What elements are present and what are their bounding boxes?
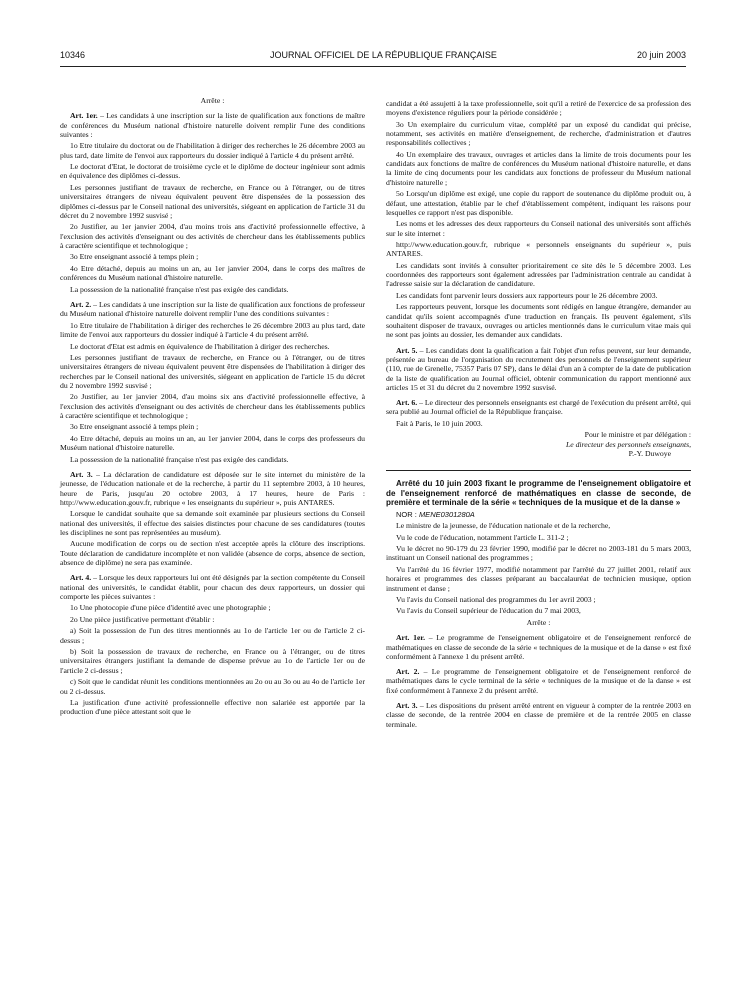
paragraph-text: Vu l'arrêté du 16 février 1977, modifié notamment par l'arrêté du 27 juillet 2001, relatif aux horaires et programmes des classes préparant au baccalauréat de technicien musique, option instrument et danse ;	[386, 564, 691, 593]
paragraph-text: 1o Une photocopie d'une pièce d'identité avec une photographie ;	[70, 603, 271, 613]
text-paragraph	[60, 183, 365, 220]
text-paragraph	[386, 120, 691, 148]
paragraph-text: Vu l'avis du Conseil supérieur de l'éducation du 7 mai 2003,	[396, 606, 581, 616]
paragraph-text: – Les candidats à une inscription sur la liste de qualification aux fonctions de maître de conférences du Muséum national d'histoire naturelle doivent remplir l'une des conditions suivantes :	[60, 111, 365, 139]
page-number: 10346	[60, 50, 86, 60]
preamble-paragraph	[386, 521, 691, 530]
paragraph-text: Les candidats font parvenir leurs dossiers aux rapporteurs pour le 26 décembre 2003.	[396, 290, 658, 300]
article-number: Art. 1er.	[70, 111, 98, 121]
text-paragraph	[60, 141, 365, 160]
paragraph-text: 4o Un exemplaire des travaux, ouvrages et articles dans la limite de trois documents pour les candidats aux fonctions de maître de conférences du Muséum national d'histoire naturelle, et dans la limite de cinq documents pour les candidats aux fonctions de professeur du Muséum national d'histoire naturelle ;	[386, 149, 691, 187]
decree-title: Arrêté du 10 juin 2003 fixant le programme de l'enseignement obligatoire et de l'enseignement renforcé de mathématiques en classe de seconde, de première et terminale de la série « techniques de la musique et de la danse »	[386, 479, 691, 508]
text-paragraph	[386, 419, 691, 428]
text-paragraph	[60, 677, 365, 696]
paragraph-text: Lorsque le candidat souhaite que sa demande soit examinée par plusieurs sections du Conseil national des universités, il effectue des saisies distinctes pour chacune de ses candidatures (toutes les disciplines ne sont pas représentées au muséum).	[60, 509, 365, 537]
article-paragraph	[60, 111, 365, 139]
paragraph-text: La possession de la nationalité française n'est pas exigée des candidats.	[70, 454, 289, 464]
paragraph-text: Vu le code de l'éducation, notamment l'article L. 311-2 ;	[396, 532, 569, 542]
text-paragraph	[60, 434, 365, 453]
paragraph-text: 2o Justifier, au 1er janvier 2004, d'au moins trois ans d'activité professionnelle effective, à l'exclusion des activités d'enseignant ou des activités de chercheur dans les établissements publics à caractère scientifique et technologique ;	[60, 222, 365, 250]
paragraph-text: 2o Justifier, au 1er janvier 2004, d'au moins six ans d'activité professionnelle effective, à l'exclusion des activités d'enseignant ou des activités de chercheur dans les établissements publics à caractère scientifique et technologique ;	[60, 392, 365, 420]
right-paragraphs	[386, 99, 691, 428]
paragraph-text: Le ministre de la jeunesse, de l'éducation nationale et de la recherche,	[396, 521, 611, 531]
article-paragraph	[386, 667, 691, 695]
decree-articles	[386, 633, 691, 729]
paragraph-text: 1o Etre titulaire de l'habilitation à diriger des recherches le 26 décembre 2003 au plus tard, date limite de l'envoi aux rapporteurs du dossier indiqué à l'article 4 du présent arrêté.	[60, 320, 365, 340]
text-paragraph	[60, 252, 365, 261]
paragraph-text: Fait à Paris, le 10 juin 2003.	[396, 418, 483, 428]
signature-line-2: Le directeur des personnels enseignants,	[565, 439, 691, 449]
left-paragraphs	[60, 111, 365, 716]
text-paragraph	[386, 291, 691, 300]
signature-line-1: Pour le ministre et par délégation :	[584, 430, 691, 440]
text-paragraph	[386, 261, 691, 289]
text-paragraph	[60, 321, 365, 340]
paragraph-text: b) Soit la possession de travaux de recherche, en France ou à l'étranger, ou de titres universitaires étrangers justifiant la demande de dispense prévue au 1o de l'article 1er ou de l'article 2 ci-dessus ;	[60, 647, 365, 675]
paragraph-text: Les candidats sont invités à consulter prioritairement ce site dès le 5 décembre 2003. Les coordonnées des rapporteurs sont également adressées par l'administration centrale au candidat à l'adresse saisie sur la déclaration de candidature.	[386, 260, 691, 289]
text-paragraph	[60, 603, 365, 612]
text-paragraph	[60, 342, 365, 351]
text-paragraph	[60, 455, 365, 464]
text-paragraph	[386, 302, 691, 339]
paragraph-text: – Lorsque les deux rapporteurs lui ont été désignés par la section compétente du Conseil national des universités, le candidat établit, pour chacun des deux rapporteurs, un dossier qui comporte les pièces suivantes :	[60, 573, 365, 601]
text-paragraph	[60, 626, 365, 645]
text-paragraph	[60, 539, 365, 567]
paragraph-text: candidat a été assujetti à la taxe professionnelle, soit qu'il a retiré de l'exercice de sa profession des moyens d'existence réguliers pour la période considérée ;	[386, 99, 691, 118]
right-column	[386, 99, 691, 731]
text-paragraph	[386, 99, 691, 118]
journal-title: JOURNAL OFFICIEL DE LA RÉPUBLIQUE FRANÇAISE	[270, 50, 497, 60]
paragraph-text: a) Soit la possession de l'un des titres mentionnés au 1o de l'article 1er ou de l'article 2 ci-dessus ;	[60, 626, 365, 645]
preamble-paragraph	[386, 544, 691, 563]
paragraph-text: – La déclaration de candidature est déposée sur le site internet du ministère de la jeunesse, de l'éducation nationale et de la recherche, à partir du 11 septembre 2003, à 10 heures, heure de Paris, jusqu'au 20 octobre 2003, à 17 heures, heure de Paris : http://www.education.gouv.fr, rubrique « les enseignants du supérieur », puis ANTARES.	[60, 470, 365, 507]
left-column	[60, 96, 365, 719]
preamble-paragraph	[386, 595, 691, 604]
nor-label: NOR :	[396, 509, 417, 519]
article-number: Art. 6.	[396, 398, 418, 408]
paragraph-text: Vu l'avis du Conseil national des programmes du 1er avril 2003 ;	[396, 594, 596, 604]
section-separator	[386, 470, 691, 471]
paragraph-text: Le doctorat d'Etat est admis en équivalence de l'habilitation à diriger des recherches.	[70, 341, 330, 351]
page-header	[60, 50, 686, 64]
paragraph-text: Vu le décret no 90-179 du 23 février 1990, modifié par le décret no 2003-181 du 5 mars 2003, instituant un Conseil national des programmes ;	[386, 544, 691, 563]
preamble-paragraph	[386, 533, 691, 542]
paragraph-text: Les personnes justifiant de travaux de recherche, en France ou à l'étranger, ou de titres universitaires étrangers de niveau équivalent peuvent être dispensées de la possession des diplômes ci-dessus par le Conseil national des universités, siégeant en application de l'article 31 du décret du 2 novembre 1992 susvisé ;	[60, 182, 365, 220]
paragraph-text: Les personnes justifiant de travaux de recherche, en France ou à l'étranger, ou de titres universitaires étrangers de niveau équivalent peuvent être dispensées de l'habilitation à diriger des recherches par le Conseil national des universités, siégeant en application de l'article 15 du décret du 2 novembre 1992 susvisé ;	[60, 353, 365, 390]
nor-reference	[386, 510, 691, 519]
paragraph-text: Les rapporteurs peuvent, lorsque les documents sont rédigés en langue étrangère, demander au candidat qu'ils soient accompagnés d'une traduction en français. Ils peuvent également, s'ils souhaitent disposer de travaux, ouvrages ou articles mentionnés dans le curriculum vitae mais qui ne sont pas joints au dossier, les demander aux candidats.	[386, 302, 691, 340]
decree-preamble	[386, 521, 691, 616]
text-paragraph	[60, 392, 365, 420]
text-paragraph	[386, 150, 691, 187]
preamble-paragraph	[386, 565, 691, 593]
paragraph-text: 4o Etre détaché, depuis au moins un an, au 1er janvier 2004, dans le corps des professeurs du Muséum national d'histoire naturelle.	[60, 433, 365, 453]
paragraph-text: 5o Lorsqu'un diplôme est exigé, une copie du rapport de soutenance du diplôme produit ou, à défaut, une attestation, établie par le chef d'établissement compétent, indiquant les raisons pour lesquelles ce rapport n'est pas disponible.	[386, 189, 691, 217]
article-paragraph	[60, 470, 365, 507]
paragraph-text: – Le programme de l'enseignement obligatoire et de l'enseignement renforcé de mathématiques dans le cycle terminal de la série « techniques de la musique et de la danse » est fixé conformément à l'annexe 2 du présent arrêté.	[386, 667, 691, 695]
text-paragraph	[60, 647, 365, 675]
paragraph-text: La justification d'une activité professionnelle effective non salariée est apportée par la production d'une pièce attestant soit que le	[60, 698, 365, 717]
text-paragraph	[60, 285, 365, 294]
text-paragraph	[60, 422, 365, 431]
paragraph-text: – Les candidats dont la qualification a fait l'objet d'un refus peuvent, sur leur demande, présentée au bureau de l'organisation du recrutement des personnels de l'enseignement supérieur (110, rue de Grenelle, 75357 Paris 07 SP), dans le délai d'un an à compter de la date de publication de la liste de qualification au Journal officiel, obtenir communication du rapport mentionné aux articles 15 et 31 du décret du 2 novembre 1992 susvisé.	[386, 345, 691, 392]
paragraph-text: – Les dispositions du présent arrêté entrent en vigueur à compter de la rentrée 2003 en classe de seconde, de la rentrée 2004 en classe de première et de la rentrée 2005 en classe terminale.	[386, 701, 691, 729]
paragraph-text: 3o Etre enseignant associé à temps plein ;	[70, 422, 199, 432]
arrete-label: Arrête :	[200, 96, 225, 105]
paragraph-text: http://www.education.gouv.fr, rubrique « personnels enseignants du supérieur », puis ANTARES.	[386, 240, 691, 259]
preamble-paragraph	[386, 606, 691, 615]
signatory-name: P.-Y. Duwoye	[628, 448, 671, 458]
text-paragraph	[60, 698, 365, 717]
text-paragraph	[60, 509, 365, 537]
text-paragraph	[386, 189, 691, 217]
paragraph-text: 3o Un exemplaire du curriculum vitae, complété par un exposé du candidat qui précise, notamment, ses activités en matière d'enseignement, de recherche, d'administration et d'autres responsabilités collectives ;	[386, 119, 691, 148]
paragraph-text: – Le directeur des personnels enseignants est chargé de l'exécution du présent arrêté, qui sera publié au Journal officiel de la République française.	[386, 398, 691, 417]
article-paragraph	[386, 633, 691, 661]
article-number: Art. 2.	[70, 299, 92, 309]
article-number: Art. 1er.	[396, 633, 426, 643]
nor-value: MENE0301280A	[418, 509, 475, 519]
paragraph-text: Les noms et les adresses des deux rapporteurs du Conseil national des universités sont affichés sur le site internet :	[386, 219, 691, 238]
article-paragraph	[60, 300, 365, 319]
decree-arrete-label: Arrête :	[526, 617, 551, 627]
paragraph-text: Le doctorat d'Etat, le doctorat de troisième cycle et le diplôme de docteur ingénieur sont admis en équivalence des diplômes ci-dessus.	[60, 162, 365, 181]
paragraph-text: 4o Etre détaché, depuis au moins un an, au 1er janvier 2004, dans le corps des maîtres de conférences du Muséum national d'histoire naturelle.	[60, 263, 365, 283]
article-number: Art. 2.	[396, 667, 420, 677]
article-paragraph	[60, 573, 365, 601]
text-paragraph	[386, 240, 691, 259]
paragraph-text: 3o Etre enseignant associé à temps plein ;	[70, 252, 199, 262]
text-paragraph	[60, 162, 365, 181]
text-paragraph	[60, 264, 365, 283]
paragraph-text: c) Soit que le candidat réunit les conditions mentionnées au 2o ou au 3o ou au 4o de l'article 1er ou 2 ci-dessus.	[60, 677, 365, 696]
article-paragraph	[386, 398, 691, 417]
article-paragraph	[386, 346, 691, 392]
publication-date: 20 juin 2003	[636, 50, 686, 60]
paragraph-text: – Les candidats à une inscription sur la liste de qualification aux fonctions de professeur du Muséum national d'histoire naturelle doivent remplir l'une des conditions suivantes :	[60, 299, 365, 319]
article-number: Art. 3.	[396, 701, 418, 711]
article-paragraph	[386, 701, 691, 729]
header-rule	[60, 66, 686, 67]
text-paragraph	[386, 219, 691, 238]
article-number: Art. 4.	[70, 573, 92, 583]
paragraph-text: 1o Etre titulaire du doctorat ou de l'habilitation à diriger des recherches le 26 décembre 2003 au plus tard, date limite de l'envoi aux rapporteurs du dossier indiqué à l'article 4 du présent arrêté.	[60, 141, 365, 160]
article-number: Art. 5.	[396, 345, 418, 355]
paragraph-text: – Le programme de l'enseignement obligatoire et de l'enseignement renforcé de mathématiques en classe de seconde de la série « techniques de la musique et de la danse » est fixé conformément à l'annexe 1 du présent arrêté.	[386, 633, 691, 661]
text-paragraph	[60, 353, 365, 390]
article-number: Art. 3.	[70, 470, 93, 480]
text-paragraph	[60, 615, 365, 624]
paragraph-text: La possession de la nationalité française n'est pas exigée des candidats.	[70, 284, 289, 294]
paragraph-text: Aucune modification de corps ou de section n'est acceptée après la clôture des inscriptions. Toute déclaration de candidature incomplète et non validée (absence de corps, absence de section, absence de diplôme) ne sera pas examinée.	[60, 539, 365, 568]
text-paragraph	[60, 222, 365, 250]
paragraph-text: 2o Une pièce justificative permettant d'établir :	[70, 614, 215, 624]
